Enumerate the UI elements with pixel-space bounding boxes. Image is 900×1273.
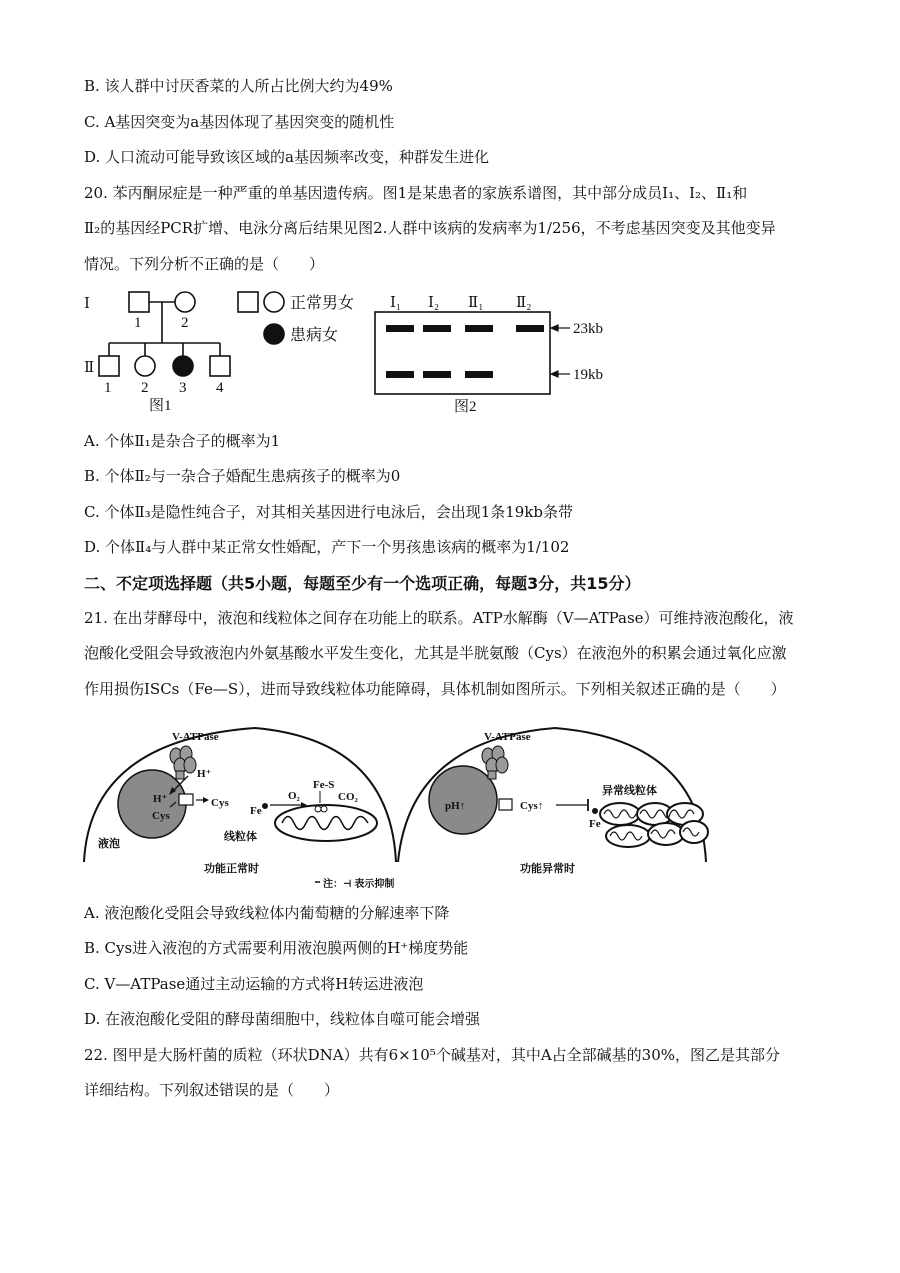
co2-label: CO₂ [338, 791, 358, 803]
ph-up-label: pH↑ [445, 800, 466, 812]
pedigree-ii3-affected-female [173, 356, 193, 376]
pedigree-ii1-male [99, 356, 119, 376]
v-atpase-right-label: V-ATPase [484, 731, 531, 743]
abnormal-mitochondria-icon [600, 803, 708, 847]
legend-male-symbol [238, 292, 258, 312]
q22-stem-line2: 详细结构。下列叙述错误的是（ ） [84, 1081, 340, 1099]
o2-label: O₂ [288, 790, 300, 802]
band-19kb-label: 19kb [573, 367, 603, 383]
abnormal-caption: 功能异常时 [520, 863, 575, 875]
pedigree-ii4-male [210, 356, 230, 376]
band-i1-23kb [386, 325, 414, 332]
v-atpase-left-label: V-ATPase [172, 731, 219, 743]
gel-box [375, 312, 550, 394]
lane-label-i2: Ⅰ₂ [428, 295, 440, 311]
q21-stem-line3: 作用损伤ISCs（Fe—S），进而导致线粒体功能障碍，具体机制如图所示。下列相关叙述正确的是（ ） [84, 680, 786, 698]
i1-number: 1 [134, 315, 142, 331]
q20-option-d: D. 个体Ⅱ₄与人群中某正常女性婚配，产下一个男孩患该病的概率为1/102 [84, 538, 570, 556]
v-atpase-left-icon [170, 746, 196, 779]
gen-i-label: Ⅰ [84, 296, 90, 312]
cys-outside-label: Cys [211, 797, 229, 809]
fes-label: Fe-S [313, 779, 335, 791]
lane-label-ii1: Ⅱ₁ [468, 295, 484, 311]
ii2-number: 2 [141, 380, 149, 396]
q21-option-c: C. V—ATPase通过主动运输的方式将H转运进液泡 [84, 975, 424, 993]
gen-ii-label: Ⅱ [84, 360, 95, 376]
q21-stem-line2: 泡酸化受阻会导致液泡内外氨基酸水平发生变化，尤其是半胱氨酸（Cys）在液泡外的积累会通过氧化应激 [84, 644, 787, 662]
electrophoresis-figure [370, 290, 630, 416]
h-plus-inside: H⁺ [153, 793, 168, 805]
pedigree-i1-male [129, 292, 149, 312]
band-ii2-23kb [516, 325, 544, 332]
q20-stem-line3: 情况。下列分析不正确的是（ ） [84, 255, 325, 273]
fig1-caption: 图1 [149, 398, 172, 414]
band-i1-19kb [386, 371, 414, 378]
section-heading: 二、不定项选择题（共5小题，每题至少有一个选项正确，每题3分，共15分） [84, 574, 641, 593]
band-ii1-23kb [465, 325, 493, 332]
q21-stem-line1: 21. 在出芽酵母中，液泡和线粒体之间存在功能上的联系。ATP水解酶（V—ATPase）可维持液泡酸化，液 [84, 609, 794, 627]
i2-number: 2 [181, 315, 189, 331]
q19-option-c: C. A基因突变为a基因体现了基因突变的随机性 [84, 113, 395, 131]
band-i2-23kb [423, 325, 451, 332]
pedigree-figure [80, 286, 380, 416]
vacuole-label: 液泡 [98, 838, 120, 850]
ii3-number: 3 [179, 380, 187, 396]
vacuole-normal [118, 770, 186, 838]
figure-note: 注：⊣ 表示抑制 [323, 879, 395, 890]
q22-stem-line1: 22. 图甲是大肠杆菌的质粒（环状DNA）共有6×10⁵个碱基对，其中A占全部碱基的30%，图乙是其部分 [84, 1046, 780, 1064]
mitochondrion-label: 线粒体 [224, 831, 257, 843]
band-i2-19kb [423, 371, 451, 378]
lane-label-ii2: Ⅱ₂ [516, 295, 532, 311]
cys-inside-label: Cys [152, 810, 170, 822]
normal-caption: 功能正常时 [204, 863, 259, 875]
q21-option-b: B. Cys进入液泡的方式需要利用液泡膜两侧的H⁺梯度势能 [84, 939, 469, 957]
q19-option-b: B. 该人群中讨厌香菜的人所占比例大约为49% [84, 77, 393, 95]
fe-left-label: Fe [250, 805, 262, 817]
ii1-number: 1 [104, 380, 112, 396]
legend-normal-label: 正常男女 [290, 295, 355, 312]
legend-female-symbol [264, 292, 284, 312]
cys-transporter-left [179, 794, 193, 805]
pedigree-i2-female [175, 292, 195, 312]
lane-label-i1: Ⅰ₁ [390, 295, 402, 311]
q20-stem-line2: Ⅱ₂的基因经PCR扩增、电泳分离后结果见图2.人群中该病的发病率为1/256，不考虑基因突变及其他变异 [84, 219, 776, 237]
vacuole-mitochondria-figure [80, 710, 720, 895]
pedigree-ii2-female [135, 356, 155, 376]
fe-right-label: Fe [589, 818, 601, 830]
q21-option-a: A. 液泡酸化受阻会导致线粒体内葡萄糖的分解速率下降 [84, 904, 450, 922]
legend-affected-label: 患病女 [290, 327, 339, 344]
ii4-number: 4 [216, 380, 224, 396]
abnormal-mito-label: 异常线粒体 [602, 785, 657, 797]
legend-affected-symbol [264, 324, 284, 344]
fig2-caption: 图2 [454, 399, 477, 415]
cys-up-label: Cys↑ [520, 800, 544, 812]
cys-transporter-right [499, 799, 512, 810]
q20-option-c: C. 个体Ⅱ₃是隐性纯合子，对其相关基因进行电泳后，会出现1条19kb条带 [84, 503, 574, 521]
q19-option-d: D. 人口流动可能导致该区域的a基因频率改变，种群发生进化 [84, 148, 489, 166]
q20-stem-line1: 20. 苯丙酮尿症是一种严重的单基因遗传病。图1是某患者的家族系谱图，其中部分成员Ⅰ₁、Ⅰ₂、Ⅱ₁和 [84, 184, 748, 202]
band-23kb-label: 23kb [573, 321, 603, 337]
band-ii1-19kb [465, 371, 493, 378]
q20-option-b: B. 个体Ⅱ₂与一杂合子婚配生患病孩子的概率为0 [84, 467, 401, 485]
q21-option-d: D. 在液泡酸化受阻的酵母菌细胞中，线粒体自噬可能会增强 [84, 1010, 481, 1028]
mitochondrion-normal-icon [275, 805, 377, 841]
h-plus-outside: H⁺ [197, 768, 212, 780]
q20-option-a: A. 个体Ⅱ₁是杂合子的概率为1 [84, 432, 281, 450]
